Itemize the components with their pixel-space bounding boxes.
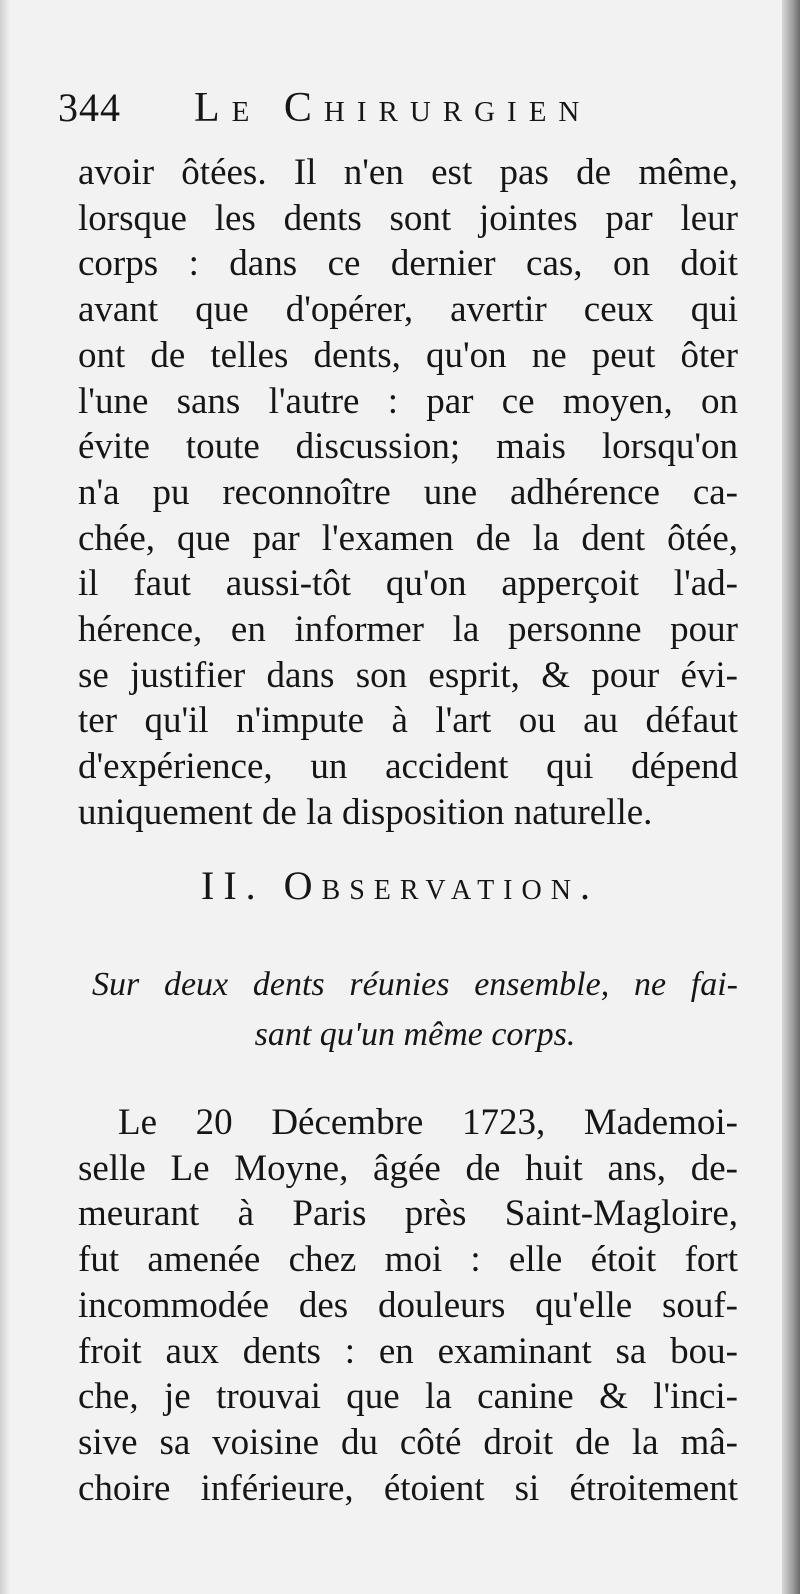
- running-header: [58, 80, 758, 136]
- section-heading: II. Observation.: [201, 863, 599, 908]
- paragraph-observation: [78, 1100, 738, 1511]
- text-line: chée, que par l'examen de la dent ôtée,: [78, 517, 738, 559]
- text-line: corps : dans ce dernier cas, on doit: [78, 243, 738, 285]
- text-line: lorsque les dents sont jointes par leur: [78, 197, 738, 239]
- page-number: 344: [58, 85, 121, 130]
- text-line: froit aux dents : en examinant sa bou-: [78, 1330, 738, 1372]
- text-line: choire inférieure, étoient si étroitement: [78, 1467, 738, 1509]
- page-edge-shadow: [782, 0, 800, 1594]
- text-line: hérence, en informer la personne pour: [78, 609, 738, 651]
- text-line: meurant à Paris près Saint-Magloire,: [78, 1193, 738, 1235]
- text-line: se justifier dans son esprit, & pour évi-: [78, 654, 738, 696]
- text-line: fut amenée chez moi : elle étoit fort: [78, 1239, 738, 1281]
- text-line: Le 20 Décembre 1723, Mademoi-: [118, 1102, 738, 1143]
- text-line: avoir ôtées. Il n'en est pas de même,: [78, 152, 738, 193]
- text-line: évite toute discussion; mais lorsqu'on: [78, 426, 738, 468]
- text-line: selle Le Moyne, âgée de huit ans, de-: [78, 1147, 738, 1189]
- text-line: l'une sans l'autre : par ce moyen, on: [78, 380, 738, 422]
- text-line: il faut aussi-tôt qu'on apperçoit l'ad-: [78, 563, 738, 605]
- text-line: ter qu'il n'impute à l'art ou au défaut: [78, 700, 738, 742]
- text-line: incommodée des douleurs qu'elle souf-: [78, 1284, 738, 1326]
- subtitle-line: Sur deux dents réunies ensemble, ne fai-: [92, 966, 738, 1003]
- text-line: n'a pu reconnoître une adhérence ca-: [78, 471, 738, 513]
- subtitle-line: sant qu'un même corps.: [254, 1016, 576, 1053]
- running-title: Le Chirurgien: [194, 85, 592, 131]
- text-line: sive sa voisine du côté droit de la mâ-: [78, 1421, 738, 1463]
- text-line: avant que d'opérer, avertir ceux qui: [78, 289, 738, 331]
- paragraph-continued: [78, 150, 738, 836]
- text-line: d'expérience, un accident qui dépend: [78, 746, 738, 788]
- text-line: che, je trouvai que la canine & l'inci-: [78, 1376, 738, 1418]
- text-line: ont de telles dents, qu'on ne peut ôter: [78, 334, 738, 376]
- page-gutter-shadow: [0, 0, 10, 1594]
- section-subtitle: [92, 960, 738, 1060]
- text-line: uniquement de la disposition naturelle.: [78, 791, 653, 833]
